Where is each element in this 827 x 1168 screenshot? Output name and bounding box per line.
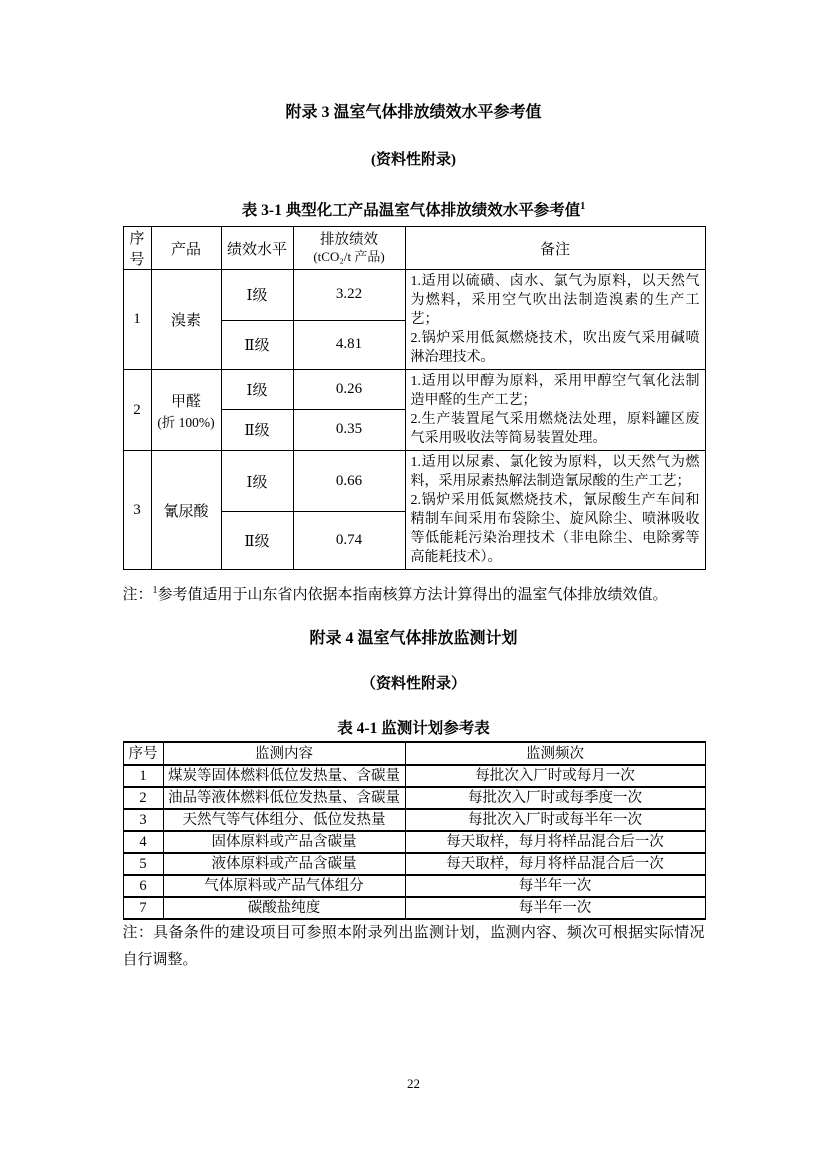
t31-row2-product-suffix: (折 100%) <box>157 414 215 430</box>
t31-header-performance <box>293 227 405 270</box>
t31-row3-remarks <box>405 451 705 570</box>
t31-row2-remark-2: 2.生产装置尾气采用燃烧法处理，原料罐区废气采用吸收法等简易装置处理。 <box>410 412 700 447</box>
t41-cell-frequency: 每批次入厂时或每半年一次 <box>405 809 705 831</box>
table-4-1-caption: 表 4-1 监测计划参考表 <box>337 720 490 738</box>
t41-cell-index: 3 <box>123 809 163 831</box>
t31-row3-value1: 0.66 <box>293 451 405 512</box>
table-row <box>123 787 705 809</box>
table-3-1 <box>123 226 706 570</box>
t31-row1-value1: 3.22 <box>293 270 405 321</box>
table-row <box>123 809 705 831</box>
t41-header-content: 监测内容 <box>163 742 405 765</box>
t31-header-index: 序号 <box>123 227 151 270</box>
t41-cell-frequency: 每半年一次 <box>405 875 705 897</box>
table-row <box>123 875 705 897</box>
t31-row1-index: 1 <box>123 270 151 370</box>
table-4-1 <box>123 741 706 920</box>
t41-cell-content: 碳酸盐纯度 <box>163 897 405 919</box>
table-3-1-caption <box>123 197 705 221</box>
t31-header-performance-label: 排放绩效 <box>320 232 378 249</box>
t31-header-remarks: 备注 <box>405 227 705 270</box>
t31-row2-value2: 0.35 <box>293 409 405 451</box>
table-row <box>123 897 705 919</box>
t31-row3-level1: Ⅰ级 <box>221 451 293 512</box>
t41-cell-index: 1 <box>123 765 163 787</box>
t31-row2-product-name: 甲醛 <box>170 393 201 410</box>
appendix4-subtitle: （资料性附录） <box>360 676 466 693</box>
t41-cell-content: 煤炭等固体燃料低位发热量、含碳量 <box>163 765 405 787</box>
t41-header-frequency: 监测频次 <box>405 742 705 765</box>
t31-header-product: 产品 <box>151 227 221 270</box>
t31-row2-remarks <box>405 370 705 451</box>
t41-header-index: 序号 <box>123 742 163 765</box>
t31-row2-level1: Ⅰ级 <box>221 370 293 409</box>
t31-row2-remark-1: 1.适用以甲醇为原料，采用甲醇空气氧化法制造甲醛的生产工艺； <box>410 374 700 409</box>
footnote-prefix: 注： <box>122 587 153 604</box>
page-number: 22 <box>407 1076 420 1091</box>
t31-row3-level2: Ⅱ级 <box>221 512 293 570</box>
t31-row1-remarks <box>405 270 705 370</box>
table-row <box>123 831 705 853</box>
t31-row3-remark-1: 1.适用以尿素、氯化铵为原料，以天然气为燃料，采用尿素热解法制造氰尿酸的生产工艺； <box>410 455 700 490</box>
t31-header-performance-unit: (tCO₂/t 产品) <box>313 249 385 265</box>
table-row <box>123 765 705 787</box>
page-content <box>123 0 705 974</box>
t41-cell-content: 油品等液体燃料低位发热量、含碳量 <box>163 787 405 809</box>
table-3-1-caption-text: 表 3-1 典型化工产品温室气体排放绩效水平参考值 <box>241 202 581 220</box>
appendix3-subtitle: (资料性附录) <box>371 152 456 168</box>
appendix4-title: 附录 4 温室气体排放监测计划 <box>309 630 518 648</box>
t31-header-level: 绩效水平 <box>221 227 293 270</box>
t41-cell-content: 液体原料或产品含碳量 <box>163 853 405 875</box>
appendix3-title: 附录 3 温室气体排放绩效水平参考值 <box>285 104 542 121</box>
t41-cell-frequency: 每批次入厂时或每季度一次 <box>405 787 705 809</box>
t31-row1-level1: Ⅰ级 <box>221 270 293 321</box>
t41-cell-frequency: 每半年一次 <box>405 897 705 919</box>
t31-row3-product: 氰尿酸 <box>151 451 221 570</box>
t31-row3-value2: 0.74 <box>293 512 405 570</box>
t31-row1-product: 溴素 <box>151 270 221 370</box>
table-3-1-footnote <box>123 580 705 606</box>
table-4-1-note: 注：具备条件的建设项目可参照本附录列出监测计划，监测内容、频次可根据实际情况自行调整。 <box>122 925 705 969</box>
t31-row3-remark-2: 2.锅炉采用低氮燃烧技术，氰尿酸生产车间和精制车间采用布袋除尘、旋风除尘、喷淋吸收等低能耗污染治理技术（非电除尘、电除雾等高能耗技术）。 <box>410 493 700 566</box>
t41-cell-frequency: 每天取样，每月将样品混合后一次 <box>405 853 705 875</box>
t41-cell-frequency: 每天取样，每月将样品混合后一次 <box>405 831 705 853</box>
table-row <box>123 853 705 875</box>
t41-cell-index: 7 <box>123 897 163 919</box>
t41-cell-content: 固体原料或产品含碳量 <box>163 831 405 853</box>
t31-row2-index: 2 <box>123 370 151 451</box>
footnote-superscript: 1 <box>152 585 158 597</box>
t31-row1-value2: 4.81 <box>293 320 405 369</box>
t41-cell-content: 气体原料或产品气体组分 <box>163 875 405 897</box>
table-3-1-caption-superscript: 1 <box>580 201 586 212</box>
t31-row1-remark-1: 1.适用以硫磺、卤水、氯气为原料，以天然气为燃料，采用空气吹出法制造溴素的生产工艺； <box>410 274 700 328</box>
t31-row3-index: 3 <box>123 451 151 570</box>
t41-cell-index: 4 <box>123 831 163 853</box>
t31-row2-level2: Ⅱ级 <box>221 409 293 451</box>
t41-cell-index: 5 <box>123 853 163 875</box>
t31-row1-level2: Ⅱ级 <box>221 320 293 369</box>
t41-cell-content: 天然气等气体组分、低位发热量 <box>163 809 405 831</box>
t41-cell-index: 2 <box>123 787 163 809</box>
t31-row1-remark-2: 2.锅炉采用低氮燃烧技术，吹出废气采用碱喷淋治理技术。 <box>410 331 700 366</box>
t41-cell-frequency: 每批次入厂时或每月一次 <box>405 765 705 787</box>
footnote-text: 参考值适用于山东省内依据本指南核算方法计算得出的温室气体排放绩效值。 <box>157 587 668 604</box>
t31-row2-product <box>151 370 221 451</box>
t41-cell-index: 6 <box>123 875 163 897</box>
t31-row2-value1: 0.26 <box>293 370 405 409</box>
